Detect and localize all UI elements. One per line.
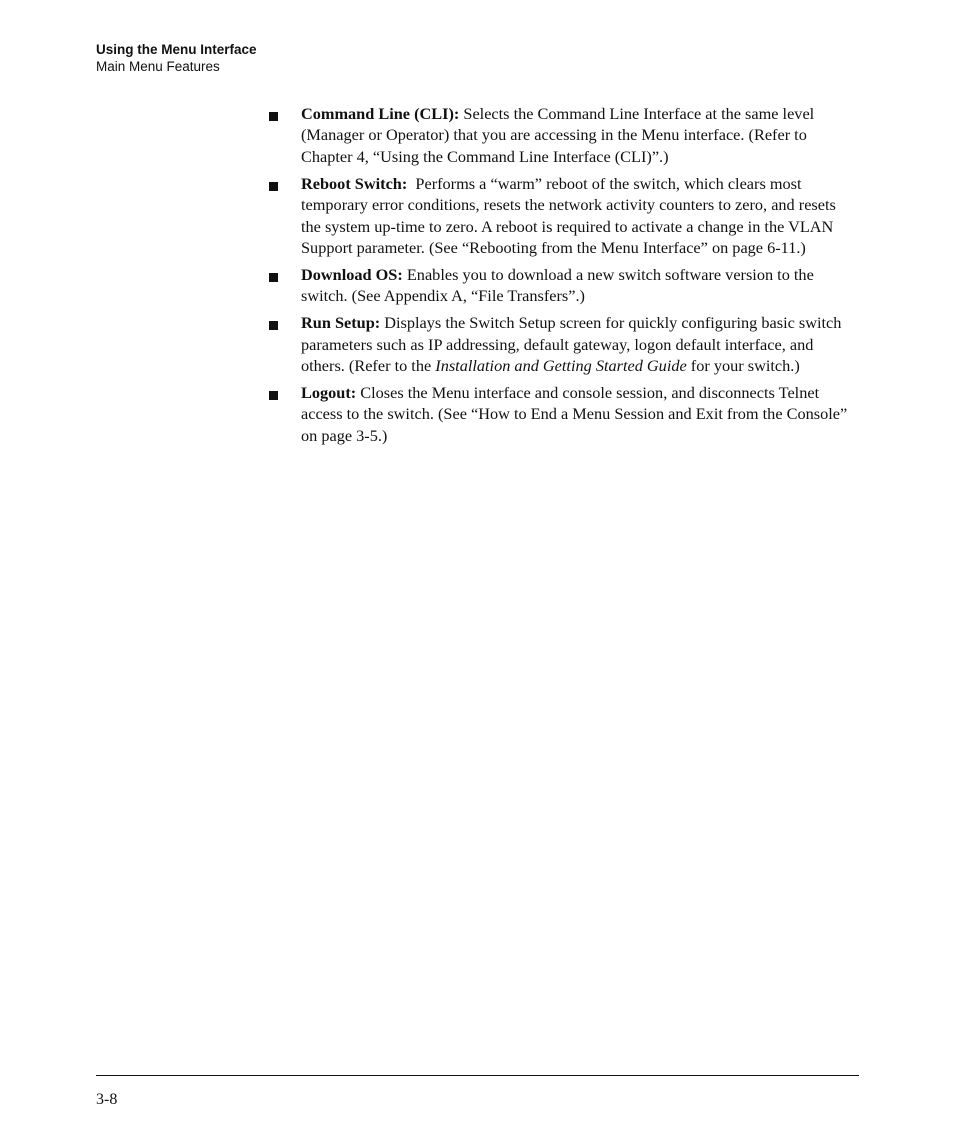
guide-title: Installation and Getting Started Guide xyxy=(435,355,687,375)
square-bullet-icon xyxy=(269,182,278,191)
item-term: Download OS: xyxy=(301,264,403,284)
square-bullet-icon xyxy=(269,321,278,330)
list-item-logout xyxy=(269,382,859,446)
item-description: Enables you to download a new switch software version to the switch. (See Appendix A, “File Transfers”.) xyxy=(301,264,814,306)
item-term: Reboot Switch: xyxy=(301,173,408,193)
page-number: 3-8 xyxy=(96,1091,118,1108)
list-item-command-line xyxy=(269,103,859,167)
running-header xyxy=(96,41,257,75)
item-description: Performs a “warm” reboot of the switch, which clears most temporary error conditions, resets the network activity counters to zero, and resets the system up-time to zero. A reboot is required to activate a change in the VLAN Support parameter. (See “Rebooting from the Menu Interface” on page 6-11.) xyxy=(301,173,840,257)
square-bullet-icon xyxy=(269,112,278,121)
item-term: Run Setup: xyxy=(301,313,381,333)
list-item-download-os xyxy=(269,264,859,307)
list-item-run-setup xyxy=(269,312,859,376)
square-bullet-icon xyxy=(269,391,278,400)
square-bullet-icon xyxy=(269,273,278,282)
item-description: Displays the Switch Setup screen for quickly configuring basic switch parameters such as IP addressing, default gateway, logon default interface, and others. (Refer to the xyxy=(301,313,842,375)
item-description: Selects the Command Line Interface at the same level (Manager or Operator) that you are accessing in the Menu interface. (Refer to Chapter 4, “Using the Command Line Interface (CLI)”.) xyxy=(301,104,815,166)
section-title: Main Menu Features xyxy=(96,59,220,74)
item-term: Command Line (CLI): xyxy=(301,104,460,123)
item-description-end: for your switch.) xyxy=(686,355,800,375)
item-term: Logout: xyxy=(301,382,357,402)
main-menu-feature-list xyxy=(269,103,859,452)
footer-divider xyxy=(96,1075,859,1076)
chapter-title: Using the Menu Interface xyxy=(96,42,257,57)
list-item-reboot-switch xyxy=(269,173,859,259)
item-description: Closes the Menu interface and console session, and disconnects Telnet access to the switch. (See “How to End a Menu Session and Exit from the Console” on page 3-5.) xyxy=(301,382,848,445)
